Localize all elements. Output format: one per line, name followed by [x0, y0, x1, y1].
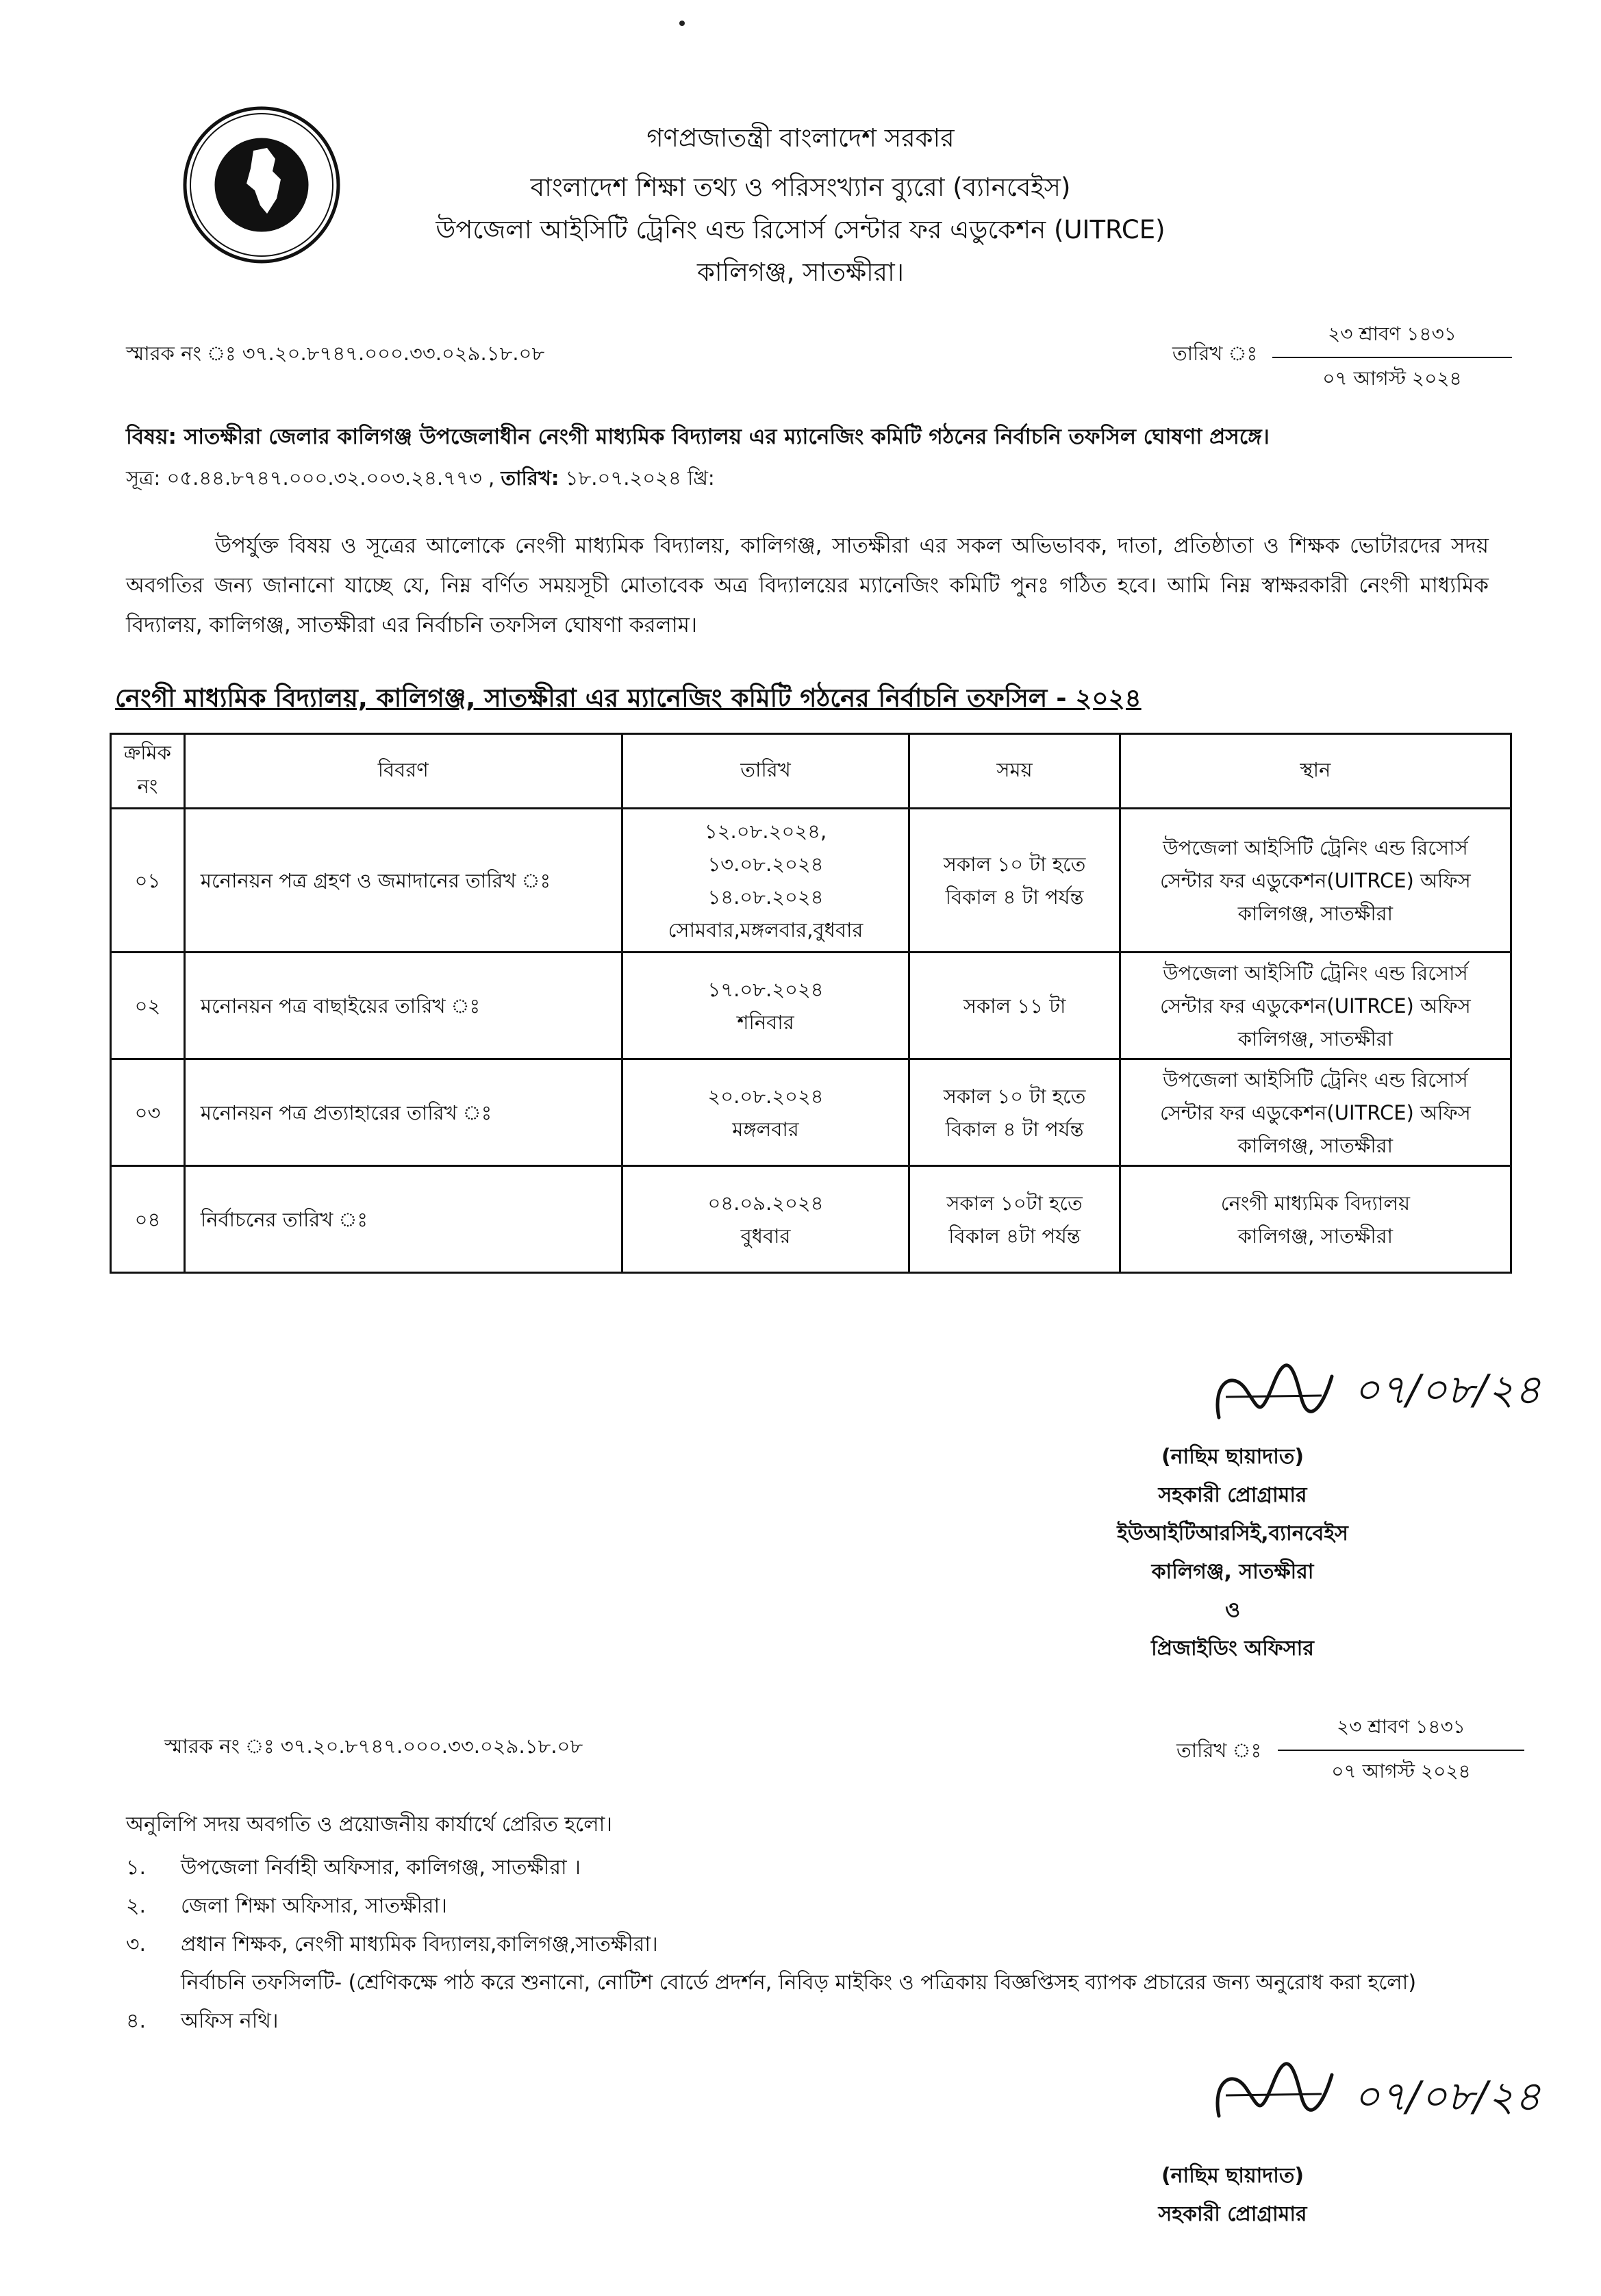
- memo-reference: স্মারক নং ঃ ৩৭.২০.৮৭৪৭.০০০.৩৩.০২৯.১৮.০৮: [126, 342, 545, 365]
- row-day-line: শনিবার: [737, 1010, 794, 1034]
- row-serial: ০১: [111, 809, 185, 953]
- col-time: সময়: [909, 734, 1120, 809]
- list-item: [126, 1849, 1496, 1887]
- subject-line: বিষয়: সাতক্ষীরা জেলার কালিগঞ্জ উপজেলাধীন নেংগী মাধ্যমিক বিদ্যালয় এর ম্যানেজিং কমিটি গঠনের নির্বাচনি তফসিল ঘোষণা প্রসঙ্গে।: [126, 425, 1270, 449]
- table-row: [111, 1166, 1511, 1273]
- schedule-title: নেংগী মাধ্যমিক বিদ্যালয়, কালিগঞ্জ, সাতক্ষীরা এর ম্যানেজিং কমিটি গঠনের নির্বাচনি তফসিল - ২০২৪: [115, 683, 1142, 713]
- row-date: [622, 809, 909, 953]
- col-date: তারিখ: [622, 734, 909, 809]
- list-item-text: জেলা শিক্ষা অফিসার, সাতক্ষীরা।: [181, 1894, 447, 1918]
- list-item: [126, 1926, 1496, 2002]
- row-time-line: বিকাল ৪ টা পর্যন্ত: [945, 1117, 1084, 1141]
- row-place-line: সেন্টার ফর এডুকেশন(UITRCE) অফিস: [1159, 1100, 1471, 1124]
- row-place-line: নেংগী মাধ্যমিক বিদ্যালয়: [1220, 1191, 1411, 1215]
- row-place: [1120, 1166, 1511, 1273]
- memo2-date: [1278, 1712, 1524, 1789]
- row-date-line: ০৪.০৯.২০২৪: [707, 1191, 824, 1215]
- row-time: [909, 1166, 1120, 1273]
- list-item-content: [181, 1926, 1496, 2002]
- row-day-line: মঙ্গলবার: [732, 1117, 799, 1141]
- signer-name: (নাছিম ছায়াদাত): [1161, 1445, 1304, 1469]
- sutra-date-label: তারিখ:: [501, 466, 559, 490]
- row-day-line: বুধবার: [740, 1224, 791, 1248]
- signer-office: ইউআইটিআরসিই,ব্যানবেইস: [1117, 1522, 1348, 1546]
- row-time-line: সকাল ১০ টা হতে: [943, 852, 1086, 876]
- row-time: [909, 1059, 1120, 1166]
- sutra-text: সূত্র: ০৫.৪৪.৮৭৪৭.০০০.৩২.০০৩.২৪.৭৭৩ ,: [126, 466, 495, 490]
- row-date-line: ১৪.০৮.২০২৪: [707, 885, 824, 909]
- schedule-table: [110, 733, 1512, 1274]
- row-serial: ০৪: [111, 1166, 185, 1273]
- row-serial: ০৩: [111, 1059, 185, 1166]
- col-description: বিবরণ: [184, 734, 622, 809]
- stray-dot: [679, 21, 685, 26]
- list-item-text: উপজেলা নির্বাহী অফিসার, কালিগঞ্জ, সাতক্ষীরা ।: [181, 1856, 581, 1880]
- row-place-line: উপজেলা আইসিটি ট্রেনিং এন্ড রিসোর্স: [1163, 961, 1468, 985]
- list-item-number: ২.: [126, 1894, 147, 1918]
- row-time-line: সকাল ১০টা হতে: [946, 1191, 1083, 1215]
- col-serial-line1: ক্রমিক: [123, 741, 171, 764]
- header-line-3: উপজেলা আইসিটি ট্রেনিং এন্ড রিসোর্স সেন্টার ফর এডুকেশন (UITRCE): [436, 215, 1165, 244]
- list-item-note: নির্বাচনি তফসিলটি- (শ্রেণিকক্ষে পাঠ করে শুনানো, নোটিশ বোর্ডে প্রদর্শন, নিবিড় মাইকিং ও পত্রিকায় বিজ্ঞপ্তিসহ ব্যাপক প্রচারের জন্য অনুরোধ করা হলো): [181, 1971, 1417, 1995]
- row-time-line: বিকাল ৪টা পর্যন্ত: [948, 1224, 1081, 1248]
- header-line-4: কালিগঞ্জ, সাতক্ষীরা।: [697, 257, 904, 287]
- signer-block: [1013, 2157, 1452, 2234]
- row-date-line: ১২.০৮.২০২৪,: [704, 819, 827, 843]
- sutra-date-value: ১৮.০৭.২০২৪ খ্রি:: [565, 466, 715, 490]
- row-place-line: উপজেলা আইসিটি ট্রেনিং এন্ড রিসোর্স: [1163, 835, 1468, 859]
- row-place: [1120, 809, 1511, 953]
- signature-date-handwritten: ০৭/০৮/২৪: [1353, 1366, 1541, 1414]
- memo2-date-english: ০৭ আগস্ট ২০২৪: [1331, 1760, 1471, 1782]
- row-date: [622, 1166, 909, 1273]
- table-header-row: [111, 734, 1511, 809]
- sutra-line: [126, 463, 715, 496]
- row-description: মনোনয়ন পত্র গ্রহণ ও জমাদানের তারিখ ঃ: [184, 809, 622, 953]
- list-item: [126, 2002, 1496, 2041]
- signer-role: প্রিজাইডিং অফিসার: [1151, 1637, 1314, 1661]
- col-place: স্থান: [1120, 734, 1511, 809]
- row-day-line: সোমবার,মঙ্গলবার,বুধবার: [668, 918, 863, 942]
- row-time: [909, 953, 1120, 1059]
- header-line-1: গণপ্রজাতন্ত্রী বাংলাদেশ সরকার: [646, 123, 955, 153]
- row-description: মনোনয়ন পত্র প্রত্যাহারের তারিখ ঃ: [184, 1059, 622, 1166]
- list-item-text: প্রধান শিক্ষক, নেংগী মাধ্যমিক বিদ্যালয়,কালিগঞ্জ,সাতক্ষীরা।: [181, 1932, 658, 1956]
- memo2-reference: স্মারক নং ঃ ৩৭.২০.৮৭৪৭.০০০.৩৩.০২৯.১৮.০৮: [164, 1734, 583, 1758]
- row-time-line: সকাল ১১ টা: [963, 994, 1066, 1018]
- col-serial: [111, 734, 185, 809]
- signer-location: কালিগঞ্জ, সাতক্ষীরা: [1151, 1560, 1314, 1584]
- copy-intro: অনুলিপি সদয় অবগতি ও প্রয়োজনীয় কার্যার্থে প্রেরিত হলো।: [126, 1813, 613, 1837]
- row-place-line: কালিগঞ্জ, সাতক্ষীরা: [1237, 1224, 1394, 1248]
- list-item: [126, 1887, 1496, 1926]
- table-row: [111, 809, 1511, 953]
- row-date-line: ২০.০৮.২০২৪: [707, 1084, 824, 1108]
- row-date: [622, 1059, 909, 1166]
- body-text: উপর্যুক্ত বিষয় ও সূত্রের আলোকে নেংগী মাধ্যমিক বিদ্যালয়, কালিগঞ্জ, সাতক্ষীরা এর সকল অভিভাবক, দাতা, প্রতিষ্ঠাতা ও শিক্ষক ভোটারদের সদয় অবগতির জন্য জানানো যাচ্ছে যে, নিম্ন বর্ণিত সময়সূচী মোতাবেক অত্র বিদ্যালয়ের ম্যানেজিং কমিটি পুনঃ গঠিত হবে। আমি নিম্ন স্বাক্ষরকারী নেংগী মাধ্যমিক বিদ্যালয়, কালিগঞ্জ, সাতক্ষীরা এর নির্বাচনি তফসিল ঘোষণা করলাম।: [126, 533, 1489, 638]
- signer-designation: সহকারী প্রোগ্রামার: [1158, 1483, 1307, 1507]
- row-place-line: কালিগঞ্জ, সাতক্ষীরা: [1237, 1026, 1394, 1050]
- signer-and: ও: [1224, 1598, 1241, 1622]
- memo2-date-label: তারিখ ঃ: [1176, 1739, 1262, 1762]
- list-item-text: অফিস নথি।: [181, 2009, 279, 2033]
- list-item-number: ১.: [126, 1856, 147, 1880]
- body-paragraph: [126, 526, 1489, 645]
- row-time-line: বিকাল ৪ টা পর্যন্ত: [945, 885, 1084, 909]
- signer-block: [1013, 1438, 1452, 1668]
- memo-date-label: তারিখ ঃ: [1172, 342, 1258, 365]
- table-row: [111, 953, 1511, 1059]
- row-serial: ০২: [111, 953, 185, 1059]
- row-place-line: কালিগঞ্জ, সাতক্ষীরা: [1237, 1133, 1394, 1157]
- row-date: [622, 953, 909, 1059]
- row-place: [1120, 1059, 1511, 1166]
- memo-date: [1272, 319, 1512, 396]
- row-date-line: ১৩.০৮.২০২৪: [707, 852, 824, 876]
- row-place-line: সেন্টার ফর এডুকেশন(UITRCE) অফিস: [1159, 868, 1471, 892]
- signature-date-handwritten: ০৭/০৮/২৪: [1353, 2073, 1541, 2121]
- row-place-line: উপজেলা আইসিটি ট্রেনিং এন্ড রিসোর্স: [1163, 1068, 1468, 1092]
- row-date-line: ১৭.০৮.২০২৪: [707, 977, 824, 1001]
- row-description: মনোনয়ন পত্র বাছাইয়ের তারিখ ঃ: [184, 953, 622, 1059]
- row-place: [1120, 953, 1511, 1059]
- row-description: নির্বাচনের তারিখ ঃ: [184, 1166, 622, 1273]
- row-time-line: সকাল ১০ টা হতে: [943, 1084, 1086, 1108]
- table-row: [111, 1059, 1511, 1166]
- handwritten-signature: [1205, 1356, 1342, 1431]
- memo-date-bangla: ২৩ শ্রাবণ ১৪৩১: [1272, 319, 1512, 358]
- row-place-line: সেন্টার ফর এডুকেশন(UITRCE) অফিস: [1159, 994, 1471, 1018]
- memo-date-english: ০৭ আগস্ট ২০২৪: [1322, 367, 1462, 390]
- list-item-number: ৩.: [126, 1932, 147, 1956]
- header-line-2: বাংলাদেশ শিক্ষা তথ্য ও পরিসংখ্যান ব্যুরো (ব্যানবেইস): [530, 173, 1071, 202]
- memo2-date-bangla: ২৩ শ্রাবণ ১৪৩১: [1278, 1712, 1524, 1751]
- signer-name: (নাছিম ছায়াদাত): [1161, 2164, 1304, 2188]
- handwritten-signature: [1205, 2054, 1342, 2130]
- row-place-line: কালিগঞ্জ, সাতক্ষীরা: [1237, 901, 1394, 925]
- copy-list: [126, 1849, 1496, 2041]
- list-item-number: ৪.: [126, 2009, 147, 2033]
- col-serial-line2: নং: [137, 774, 158, 798]
- signer-designation: সহকারী প্রোগ্রামার: [1158, 2202, 1307, 2226]
- row-time: [909, 809, 1120, 953]
